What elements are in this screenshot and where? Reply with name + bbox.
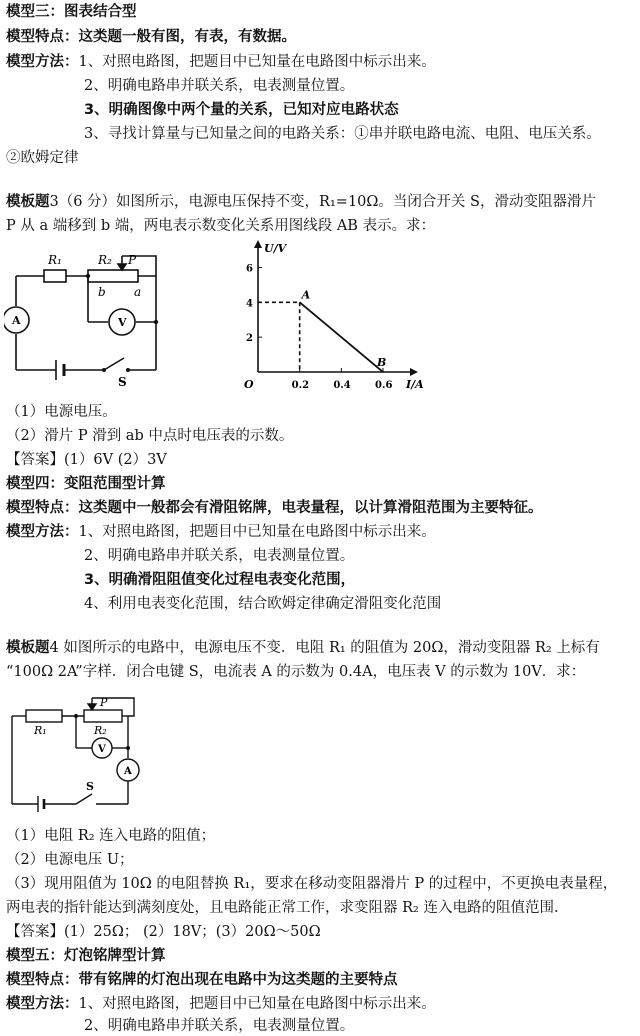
ex4-q3a: （3）现用阻值为 10Ω 的电阻替换 R₁，要求在移动变阻器滑片 P 的过程中，不更换电表量程， [6,876,618,892]
y-axis-label: U/V [264,242,287,255]
y-tick-label: 6 [246,263,253,275]
r1-label: R₁ [34,724,47,737]
ex3-line1: 模板题3（6 分）如图所示，电源电压保持不变，R₁=10Ω。当闭合开关 S，滑动变阻器滑片 [6,194,596,210]
m5-title: 模型五：灯泡铭牌型计算 [6,948,166,964]
m3-title: 模型三：图表结合型 [6,4,137,20]
r1-resistor [44,270,66,282]
m3-method: 模型方法：1、对照电路图，把题目中已知量在电路图中标示出来。 [6,54,436,70]
ui-graph-plot [244,240,424,390]
b-label: b [98,285,106,299]
voltmeter-label: V [98,744,106,755]
m5-step2: 2、明确电路串并联关系，电表测量位置。 [84,1018,355,1034]
x-axis-label: I/A [406,378,424,390]
m3-step3: 3、明确图像中两个量的关系，已知对应电路状态 [84,102,399,118]
ex4-q1: （1）电阻 R₂ 连入电路的阻值； [6,828,216,844]
ex4-answer: 【答案】(1）25Ω； (2）18V；(3）20Ω～50Ω [6,924,321,940]
m5-feature: 模型特点：带有铭牌的灯泡出现在电路中为这类题的主要特点 [6,972,398,988]
m4-title: 模型四：变阻范围型计算 [6,476,166,492]
ex4-q2: （2）电源电压 U； [6,852,134,868]
m3-step4: 3、寻找计算量与已知量之间的电路关系：①串并联电路电流、电阻、电压关系。 [84,126,601,142]
x-tick-label: 0.4 [333,380,351,390]
m4-feature: 模型特点：这类题中一般都会有滑阻铭牌，电表量程，以计算滑阻范围为主要特征。 [6,500,543,516]
switch-label: S [118,375,127,388]
m3-step2: 2、明确电路串并联关系，电表测量位置。 [84,78,355,94]
r2-label: R₂ [94,724,107,737]
voltmeter-label: V [118,316,127,329]
m4-step4: 4、利用电表变化范围，结合欧姆定律确定滑阻变化范围 [84,596,442,612]
ex3-answer: 【答案】(1）6V (2）3V [6,452,167,468]
ex3-q1: （1）电源电压。 [6,404,117,420]
p-label: P [128,253,137,267]
m4-step2: 2、明确电路串并联关系，电表测量位置。 [84,548,355,564]
m4-step3: 3、明确滑阻阻值变化过程电表变化范围， [84,572,356,588]
x-tick-label: 0.6 [375,380,393,390]
x-axis-arrow [410,368,418,376]
ex4-circuit-diagram [4,690,154,815]
m5-method: 模型方法：1、对照电路图，把题目中已知量在电路图中标示出来。 [6,996,436,1012]
ex4-line1: 模板题4 如图所示的电路中，电源电压不变．电阻 R₁ 的阻值为 20Ω，滑动变阻器 R₂ 上标有 [6,640,600,656]
switch-label: S [86,780,94,793]
r1-label: R₁ [48,253,62,267]
y-axis-arrow [254,240,262,248]
point-label-b: B [377,356,387,369]
y-tick-label: 2 [246,333,253,345]
m3-step4-cont: ②欧姆定律 [6,150,79,166]
origin-label: O [244,378,254,390]
x-tick-label: 0.2 [291,380,310,390]
ex3-circuit-diagram [4,248,174,388]
r2-label: R₂ [98,253,112,267]
r2-rheostat [88,270,138,282]
point-label-a: A [301,288,311,302]
p-label: P [100,696,108,709]
ex3-line2: P 从 a 端移到 b 端，两电表示数变化关系用图线段 AB 表示。求： [6,218,436,234]
ex3-q2: （2）滑片 P 滑到 ab 中点时电压表的示数。 [6,428,294,444]
y-tick-label: 4 [246,298,253,310]
ex4-q3b: 两电表的指针能达到满刻度处，且电路能正常工作，求变阻器 R₂ 连入电路的阻值范围. [6,900,559,916]
ammeter-label: A [124,766,132,777]
m4-method: 模型方法：1、对照电路图，把题目中已知量在电路图中标示出来。 [6,524,436,540]
m3-feature: 模型特点：这类题一般有图，有表，有数据。 [6,29,296,45]
a-label: a [134,285,142,299]
ex3-ui-graph [236,240,436,390]
ammeter-label: A [12,314,21,327]
series-line-ab [300,302,383,372]
ex4-line2: “100Ω 2A”字样．闭合电键 S，电流表 A 的示数为 0.4A，电压表 V 的示数为 10V．求： [6,664,586,680]
